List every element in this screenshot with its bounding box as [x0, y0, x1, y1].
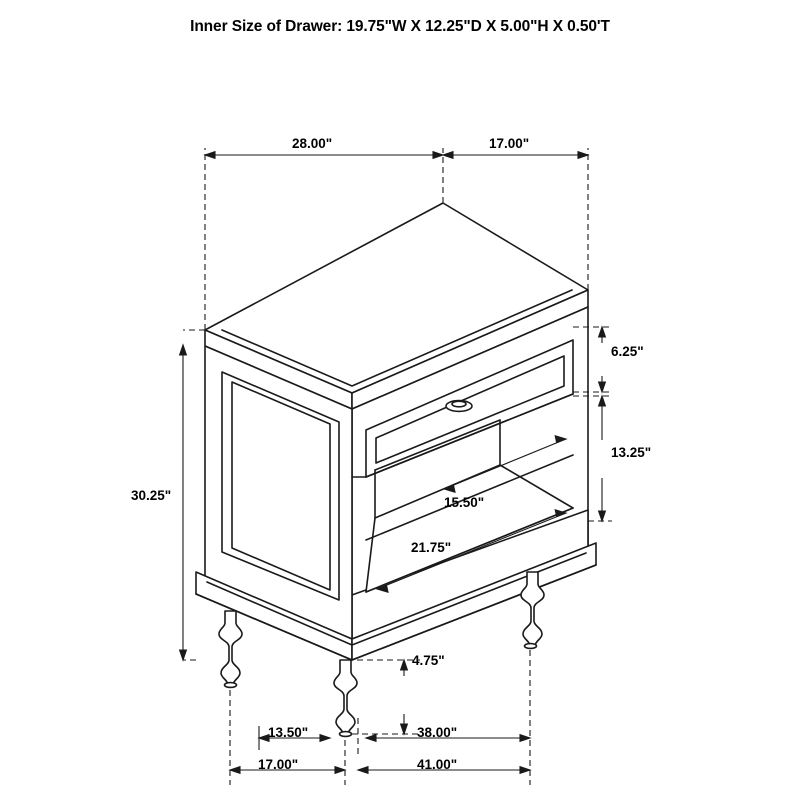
dim-shelf-front: 15.50" — [444, 495, 485, 510]
dim-top-width: 28.00" — [292, 136, 333, 151]
dim-top-depth: 17.00" — [489, 136, 530, 151]
dim-shelf-depth: 21.75" — [411, 540, 452, 555]
dim-base-depth: 41.00" — [417, 757, 458, 772]
dim-lower-height: 13.25" — [611, 445, 652, 460]
dim-drawer-height: 6.25" — [611, 344, 644, 359]
page-title: Inner Size of Drawer: 19.75"W X 12.25"D X 5.00"H X 0.50'T — [190, 18, 610, 35]
dim-base-width: 38.00" — [417, 725, 458, 740]
dim-foot-inset: 13.50" — [268, 725, 309, 740]
dim-base-side: 17.00" — [258, 757, 299, 772]
dim-overall-height: 30.25" — [131, 488, 172, 503]
dim-leg-height: 4.75" — [412, 653, 445, 668]
